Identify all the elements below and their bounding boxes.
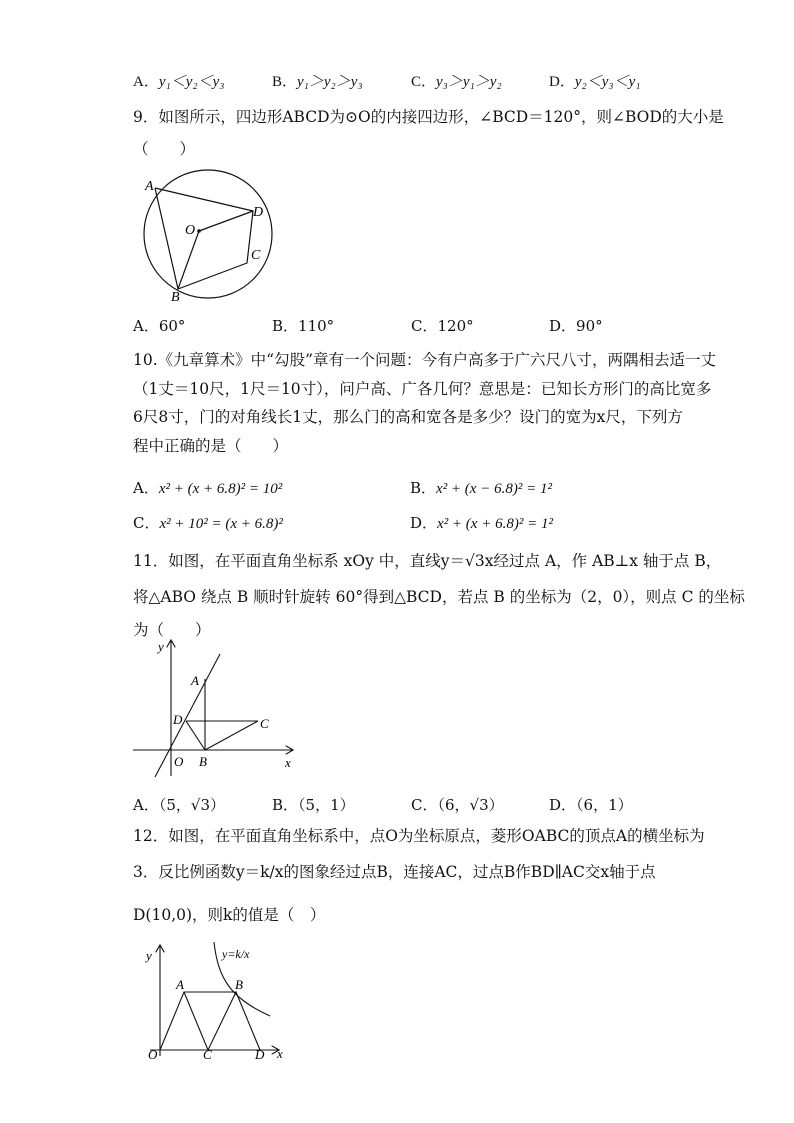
option-label: D．	[549, 317, 577, 335]
segment-db	[186, 721, 205, 750]
q11-coordinate-figure	[130, 636, 300, 778]
q12-stem-line2: 3．反比例函数y＝k/x的图象经过点B，连接AC，过点B作BD∥AC交x轴于点	[133, 863, 656, 881]
segment-bd	[236, 992, 260, 1050]
option-text: （5，1）	[298, 796, 355, 814]
label-b: B	[235, 977, 243, 992]
rhombus-oabc	[160, 992, 236, 1050]
label-a: A	[176, 977, 184, 992]
label-x: x	[277, 1046, 283, 1060]
label-b: B	[171, 290, 180, 305]
segment-od	[199, 211, 253, 231]
segment-ob	[178, 231, 199, 289]
option-text: 60°	[158, 317, 186, 335]
q8-option-d[interactable]	[549, 72, 640, 92]
option-label: B．	[272, 74, 298, 90]
q9-option-b[interactable]	[272, 316, 334, 336]
option-label: A．	[133, 796, 159, 814]
label-x: x	[285, 755, 291, 770]
option-label: B．	[272, 796, 299, 814]
option-label: A．	[133, 317, 159, 335]
option-text: y₁＜y₂＜y₃	[158, 74, 225, 90]
label-d: D	[253, 205, 264, 220]
option-label: C．	[133, 514, 160, 532]
q11-stem-line2: 将△ABO 绕点 B 顺时针旋转 60°得到△BCD，若点 B 的坐标为（2，0），则点 C 的坐标	[133, 588, 745, 606]
label-a: A	[191, 673, 199, 688]
label-d: D	[173, 712, 183, 727]
q10-stem-line3: 6尺8寸，门的对角线长1丈，那么门的高和宽各是多少？设门的宽为x尺，下列方	[133, 408, 683, 426]
option-label: B．	[410, 479, 437, 497]
label-y: y	[158, 639, 164, 654]
center-point	[197, 229, 201, 233]
q9-stem-line2: （ ）	[133, 140, 196, 158]
option-text: x² + 10² = (x + 6.8)²	[159, 516, 283, 532]
option-label: D．	[549, 796, 577, 814]
option-text: x² + (x + 6.8)² = 10²	[158, 481, 283, 497]
q9-option-c[interactable]	[411, 316, 474, 336]
option-text: （6，√3）	[437, 796, 504, 814]
option-text: y₃＞y₁＞y₂	[436, 74, 502, 90]
option-label: A．	[133, 479, 159, 497]
q8-option-a[interactable]	[133, 72, 224, 92]
q9-stem-line1: 9．如图所示，四边形ABCD为⊙O的内接四边形，∠BCD＝120°，则∠BOD的大小是	[133, 108, 724, 126]
q10-stem-line1: 10.《九章算术》中“勾股”章有一个问题：今有户高多于广六尺八寸，两隅相去适一丈	[133, 351, 717, 369]
q12-rhombus-figure	[130, 938, 300, 1060]
option-text: 110°	[298, 317, 335, 335]
option-text: （6，1）	[576, 796, 633, 814]
q8-option-c[interactable]	[411, 72, 502, 92]
option-label: C．	[411, 796, 438, 814]
segment-ac	[184, 992, 208, 1050]
label-b: B	[199, 754, 207, 769]
label-o: O	[185, 223, 196, 238]
line-y-root3x	[155, 654, 220, 777]
q11-stem-line1: 11．如图，在平面直角坐标系 xOy 中，直线y＝√3x经过点 A，作 AB⊥x 轴于点 B，	[133, 552, 722, 570]
q11-option-d[interactable]	[549, 795, 633, 815]
circle-o	[144, 170, 272, 298]
option-label: D．	[549, 74, 575, 90]
option-text: y₂＜y₃＜y₁	[574, 74, 641, 90]
q12-stem-line3: D(10,0)，则k的值是（ ）	[133, 906, 326, 924]
q10-stem-line4: 程中正确的是（ ）	[133, 437, 289, 455]
q10-option-b[interactable]	[410, 478, 552, 499]
option-text: 120°	[437, 317, 474, 335]
q8-option-b[interactable]	[272, 72, 363, 92]
option-text: 90°	[576, 317, 603, 335]
q10-option-d[interactable]	[410, 513, 553, 534]
option-label: A．	[133, 74, 159, 90]
q10-stem-line2: （1丈＝10尺，1尺＝10寸），问户高、广各几何？意思是：已知长方形门的高比宽多	[133, 380, 712, 398]
q11-stem-line3: 为（ ）	[133, 621, 211, 639]
label-c: C	[251, 248, 261, 263]
quadrilateral-abcd	[155, 188, 253, 289]
q9-option-d[interactable]	[549, 316, 603, 336]
segment-bc	[205, 721, 258, 750]
q9-circle-figure	[130, 168, 290, 308]
q9-option-a[interactable]	[133, 316, 185, 336]
q10-option-c[interactable]	[133, 513, 283, 534]
q11-option-b[interactable]	[272, 795, 355, 815]
option-label: C．	[411, 317, 438, 335]
option-text: y₁＞y₂＞y₃	[297, 74, 363, 90]
option-label: C．	[411, 74, 437, 90]
q11-option-a[interactable]	[133, 795, 225, 815]
label-o: O	[148, 1047, 158, 1060]
option-label: B．	[272, 317, 299, 335]
option-label: D．	[410, 514, 438, 532]
option-text: x² + (x + 6.8)² = 1²	[437, 516, 553, 532]
q10-option-a[interactable]	[133, 478, 282, 499]
label-d: D	[255, 1047, 265, 1060]
label-c: C	[260, 716, 269, 731]
curve-label: y=k/x	[222, 947, 250, 961]
q12-stem-line1: 12．如图，在平面直角坐标系中，点O为坐标原点，菱形OABC的顶点A的横坐标为	[133, 827, 705, 845]
option-text: （5，√3）	[158, 796, 225, 814]
label-a: A	[145, 179, 154, 194]
label-c: C	[203, 1047, 212, 1060]
label-y: y	[146, 948, 152, 963]
option-text: x² + (x − 6.8)² = 1²	[436, 481, 552, 497]
label-o: O	[174, 754, 184, 769]
q11-option-c[interactable]	[411, 795, 504, 815]
